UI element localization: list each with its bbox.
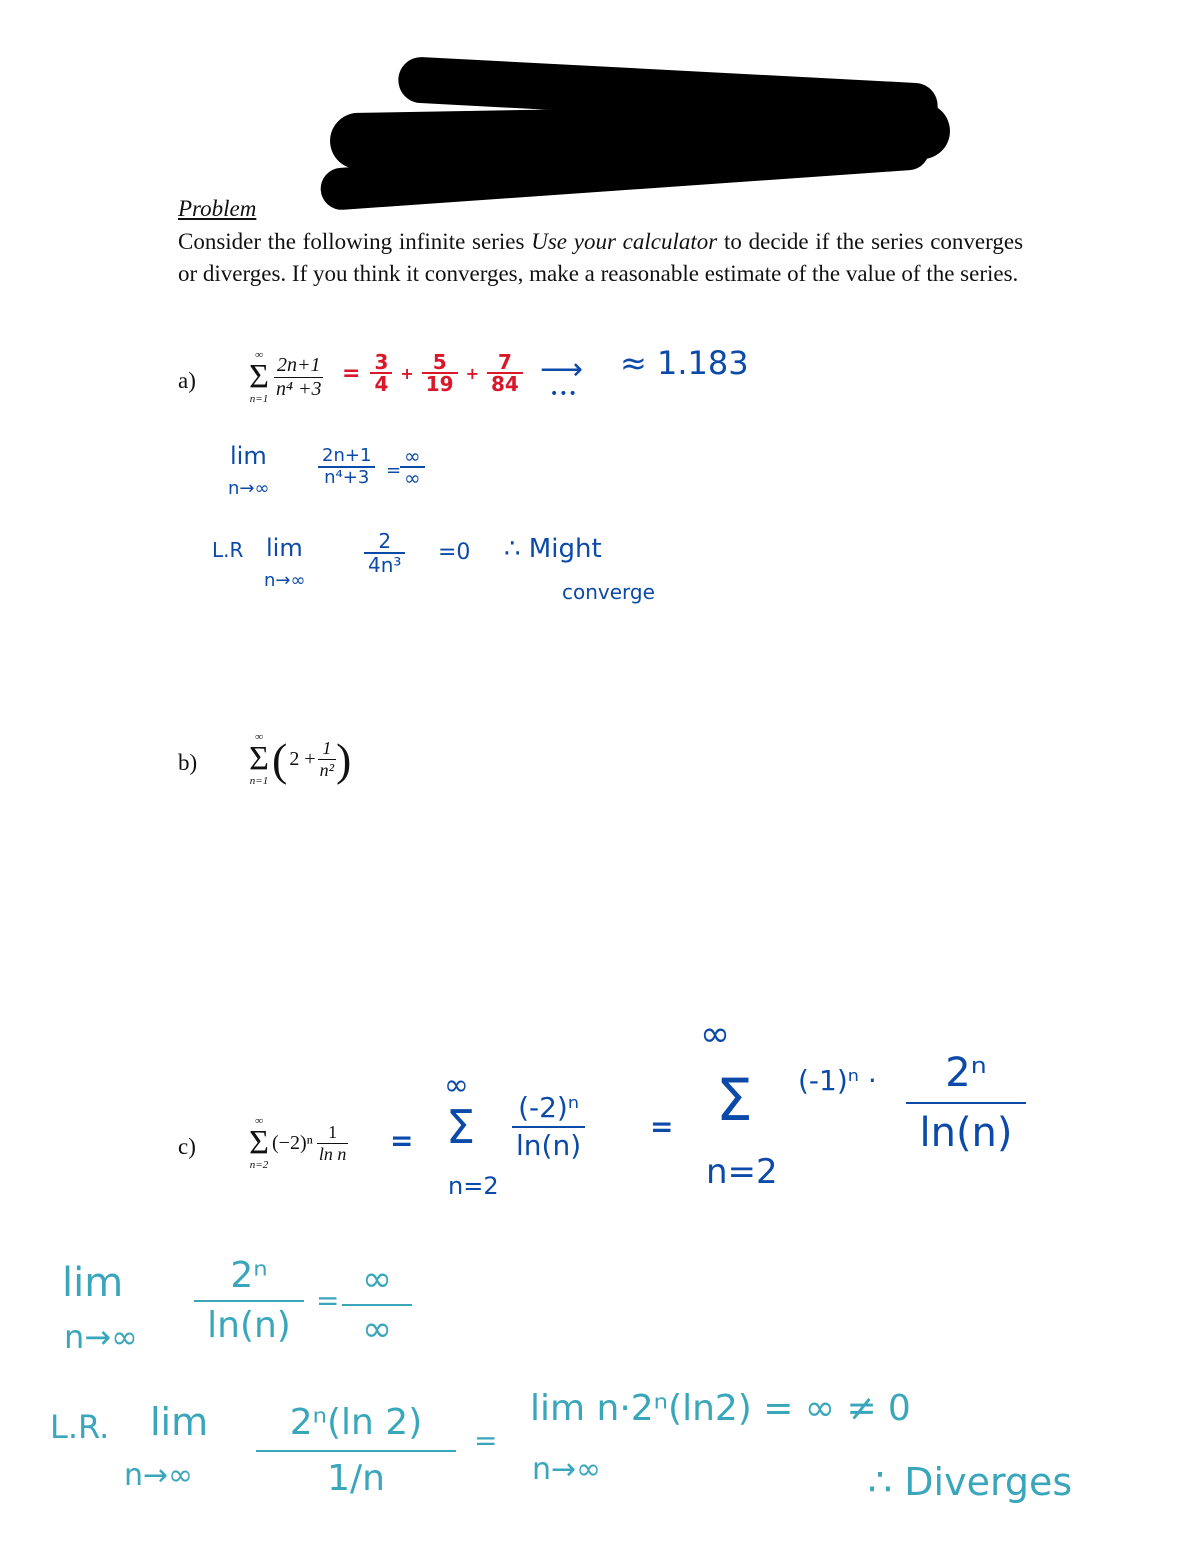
term-lead: 2 + xyxy=(289,747,316,770)
eq-1: = xyxy=(390,1124,414,1157)
prompt-end: to decide if the series converges or diverges. If you think it converges, make a reasonable estimate of the value of the series. xyxy=(178,229,1024,286)
teal-lim-sub-3: n→∞ xyxy=(532,1452,602,1487)
sum1-lower: n=2 xyxy=(448,1172,499,1200)
term-3: $\frac{7}{84}$ xyxy=(487,352,523,394)
equals-sign: = xyxy=(342,360,361,386)
numerator: 2n+1 xyxy=(274,354,323,378)
sum2-upper: ∞ xyxy=(700,1014,730,1055)
teal-eq-2: = xyxy=(474,1424,498,1457)
prompt-start: Consider the following infinite series xyxy=(178,229,525,254)
teal-frac-1: $\frac{\text{2ⁿ}}{\ln(n)}$ xyxy=(194,1252,304,1350)
paren-open-icon: ( xyxy=(272,733,288,785)
sum1-sigma-icon: Σ xyxy=(446,1100,476,1154)
teal-lr-label: L.R. xyxy=(50,1408,110,1446)
sigma-a xyxy=(248,350,270,404)
prompt-italic: Use your calculator xyxy=(531,229,718,254)
problem-heading: Problem xyxy=(178,196,257,221)
teal-lim-sub-1: n→∞ xyxy=(64,1318,138,1356)
teal-frac-2: $\frac{\text{2ⁿ(ln 2)}}{1/n}$ xyxy=(256,1396,456,1506)
lim-sub-1: n→∞ xyxy=(228,478,270,499)
part-b-series xyxy=(248,732,351,786)
lim-eq-1: = xyxy=(386,460,402,481)
lim-frac-1: $\frac{2n+1}{\text{n⁴+3}}$ xyxy=(318,446,375,488)
sigma-icon: Σ xyxy=(249,740,269,777)
eq-2: = xyxy=(650,1110,674,1143)
converge-label: converge xyxy=(562,580,655,604)
lim-sub-2: n→∞ xyxy=(264,570,306,591)
teal-lim-3: lim n·2ⁿ(ln2) = ∞ ≠ 0 xyxy=(530,1388,911,1429)
lr-label: L.R xyxy=(212,538,244,562)
sum-upper: ∞ xyxy=(255,731,263,743)
sum-upper: ∞ xyxy=(255,349,263,361)
diverges-conclusion: ∴ Diverges xyxy=(868,1460,1073,1504)
denominator: n⁴ +3 xyxy=(276,377,322,400)
teal-lim-2: lim xyxy=(150,1400,209,1444)
sigma-b xyxy=(248,732,270,786)
might-label: ∴ Might xyxy=(504,534,602,564)
part-b-label: b) xyxy=(178,750,198,775)
lim-label-2: lim xyxy=(266,534,303,562)
paren-close-icon: ) xyxy=(336,733,352,785)
teal-lim-sub-2: n→∞ xyxy=(124,1458,194,1493)
sigma-icon: Σ xyxy=(249,358,269,395)
dots-icon: ••• xyxy=(550,386,578,402)
part-c-series xyxy=(248,1116,348,1170)
teal-eq-1: = xyxy=(316,1284,340,1317)
fraction-b xyxy=(318,738,336,781)
fraction-c xyxy=(317,1122,349,1165)
approx-estimate: ≈ 1.183 xyxy=(620,344,749,382)
teal-lim-1: lim xyxy=(62,1260,124,1306)
sum2-term: (-1)ⁿ · xyxy=(798,1064,877,1097)
numerator: 1 xyxy=(317,1122,349,1144)
sum-lower: n=1 xyxy=(249,393,269,405)
sigma-c xyxy=(248,1116,270,1170)
numerator: 1 xyxy=(318,738,336,760)
term-lead: (−2)ⁿ xyxy=(272,1131,313,1154)
lim-result-1: ∞ ∞ xyxy=(400,446,425,488)
sum1-fraction: $\frac{\text{(-2)ⁿ}}{\ln(n)}$ xyxy=(512,1090,585,1164)
part-a-label: a) xyxy=(178,368,196,393)
sum1-upper: ∞ xyxy=(444,1068,469,1103)
fraction-a xyxy=(274,354,323,401)
sum2-sigma-icon: Σ xyxy=(716,1066,753,1134)
partial-terms-red xyxy=(342,352,523,394)
lim-label-1: lim xyxy=(230,442,267,470)
sum-upper: ∞ xyxy=(255,1115,263,1127)
sum-lower: n=1 xyxy=(249,775,269,787)
term-2: $\frac{5}{19}$ xyxy=(422,352,458,394)
denominator: ln n xyxy=(318,1143,347,1164)
sum2-lower: n=2 xyxy=(706,1152,778,1192)
arrow-icon: ⟶ xyxy=(540,352,584,387)
part-a-series xyxy=(248,350,323,404)
sigma-icon: Σ xyxy=(249,1124,269,1161)
problem-prompt xyxy=(178,226,1023,290)
plus-sign: + xyxy=(400,363,414,383)
term-1: $\frac{3}{4}$ xyxy=(370,352,392,394)
part-c-label: c) xyxy=(178,1134,196,1159)
sum-lower: n=2 xyxy=(249,1159,269,1171)
plus-sign: + xyxy=(465,363,480,383)
denominator: n² xyxy=(319,759,335,780)
lim-frac-2: $\frac{2}{\text{4n³}}$ xyxy=(364,530,405,576)
lim-result-2: =0 xyxy=(438,540,471,565)
teal-result-1: ∞ ∞ xyxy=(342,1256,412,1354)
sum2-fraction: $\frac{\text{2ⁿ}}{\ln(n)}$ xyxy=(906,1044,1026,1162)
